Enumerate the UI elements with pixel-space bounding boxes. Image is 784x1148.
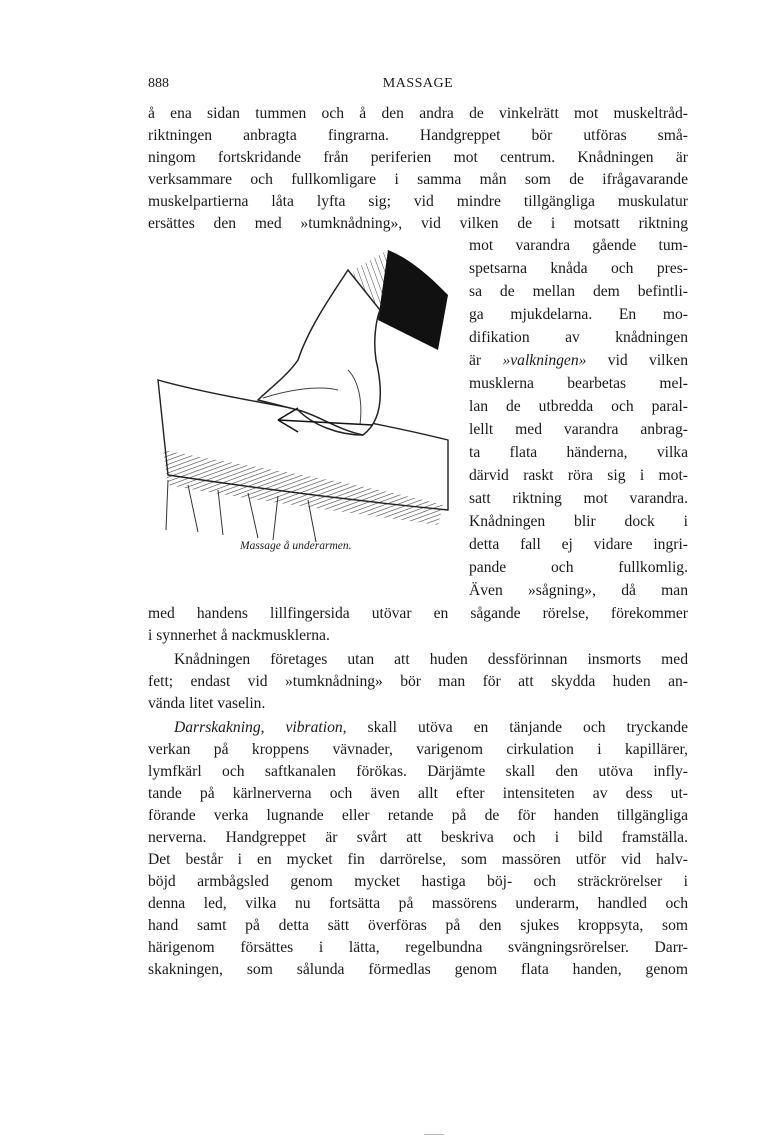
text-line: Det består i en mycket fin darrörelse, som massören utför vid halv- <box>148 851 688 868</box>
text-line: hand samt på detta sätt överföras på den sjukes kroppsyta, som <box>148 917 688 934</box>
text-line: difikation av knådningen <box>469 329 688 346</box>
text-run: vid vilken <box>586 352 688 369</box>
text-line: spetsarna knåda och pres- <box>469 260 688 277</box>
page-header <box>148 76 688 98</box>
text-line: denna led, vilka nu fortsätta på massörens underarm, handled och <box>148 895 688 912</box>
text-line: tande på kärlnerverna och även allt efter intensiteten av dess ut- <box>148 785 688 802</box>
text-line: detta fall ej vidare ingri- <box>469 536 688 553</box>
text-line: lellt med varandra anbrag- <box>469 421 688 438</box>
text-line: å ena sidan tummen och å den andra de vinkelrätt mot muskeltråd- <box>148 105 688 122</box>
text-line: fett; endast vid »tumknådning» bör man för att skydda huden an- <box>148 673 688 690</box>
text-run: är <box>469 352 503 369</box>
text-line: förande verka lugnande eller retande på de för handen tillgängliga <box>148 807 688 824</box>
text-line: nerverna. Handgreppet är svårt att beskriva och i bild framställa. <box>148 829 688 846</box>
text-line: böjd armbågsled genom mycket hastiga böj- och sträckrörelser i <box>148 873 688 890</box>
footer-rule <box>424 1134 444 1135</box>
text-line: härigenom försättes i lätta, regelbundna svängningsrörelser. Darr- <box>148 939 688 956</box>
text-line: satt riktning mot varandra. <box>469 490 688 507</box>
text-line: lan de utbredda och paral- <box>469 398 688 415</box>
text-line <box>469 350 688 372</box>
massage-illustration <box>148 250 458 550</box>
text-line: vända litet vaselin. <box>148 695 266 712</box>
text-line: Knådningen företages utan att huden dessförinnan insmorts med <box>174 651 688 668</box>
text-line: i synnerhet å nackmusklerna. <box>148 627 330 644</box>
text-line: muskelpartierna låta lyfta sig; vid mindre tillgängliga muskulatur <box>148 193 688 210</box>
text-line: ta flata händerna, vilka <box>469 444 688 461</box>
text-line: ersättes den med »tumknådning», vid vilken de i motsatt riktning <box>148 215 688 232</box>
emphasis-term: Darrskakning, vibration, <box>174 719 347 736</box>
text-line: ga mjukdelarna. En mo- <box>469 306 688 323</box>
text-line: Knådningen blir dock i <box>469 513 688 530</box>
text-line: musklerna bearbetas mel- <box>469 375 688 392</box>
text-line: mot varandra gående tum- <box>469 237 688 254</box>
text-line <box>148 717 688 739</box>
text-line: riktningen anbragta fingrarna. Handgreppet bör utföras små- <box>148 127 688 144</box>
text-run: skall utöva en tänjande och tryckande <box>346 719 689 736</box>
text-line: lymfkärl och saftkanalen förökas. Därjämte skall den utöva infly- <box>148 763 688 780</box>
text-line: ningom fortskridande från periferien mot centrum. Knådningen är <box>148 149 688 166</box>
text-line: pande och fullkomlig. <box>469 559 688 576</box>
figure-caption: Massage å underarmen. <box>240 540 352 552</box>
text-line: Även »sågning», då man <box>469 582 688 599</box>
text-line: verksammare och fullkomligare i samma mån som de ifrågavarande <box>148 171 688 188</box>
text-line: verkan på kroppens vävnader, varigenom cirkulation i kapillärer, <box>148 741 688 758</box>
text-line: skakningen, som sålunda förmedlas genom flata handen, genom <box>148 961 688 978</box>
emphasis-term: »valkningen» <box>502 352 587 369</box>
figure-massage-forearm <box>148 250 458 560</box>
text-line: med handens lillfingersida utövar en sågande rörelse, förekommer <box>148 605 688 622</box>
text-line: sa de mellan dem befintli- <box>469 283 688 300</box>
page-number: 888 <box>148 76 169 91</box>
running-head: MASSAGE <box>382 76 454 91</box>
text-line: därvid raskt röra sig i mot- <box>469 467 688 484</box>
